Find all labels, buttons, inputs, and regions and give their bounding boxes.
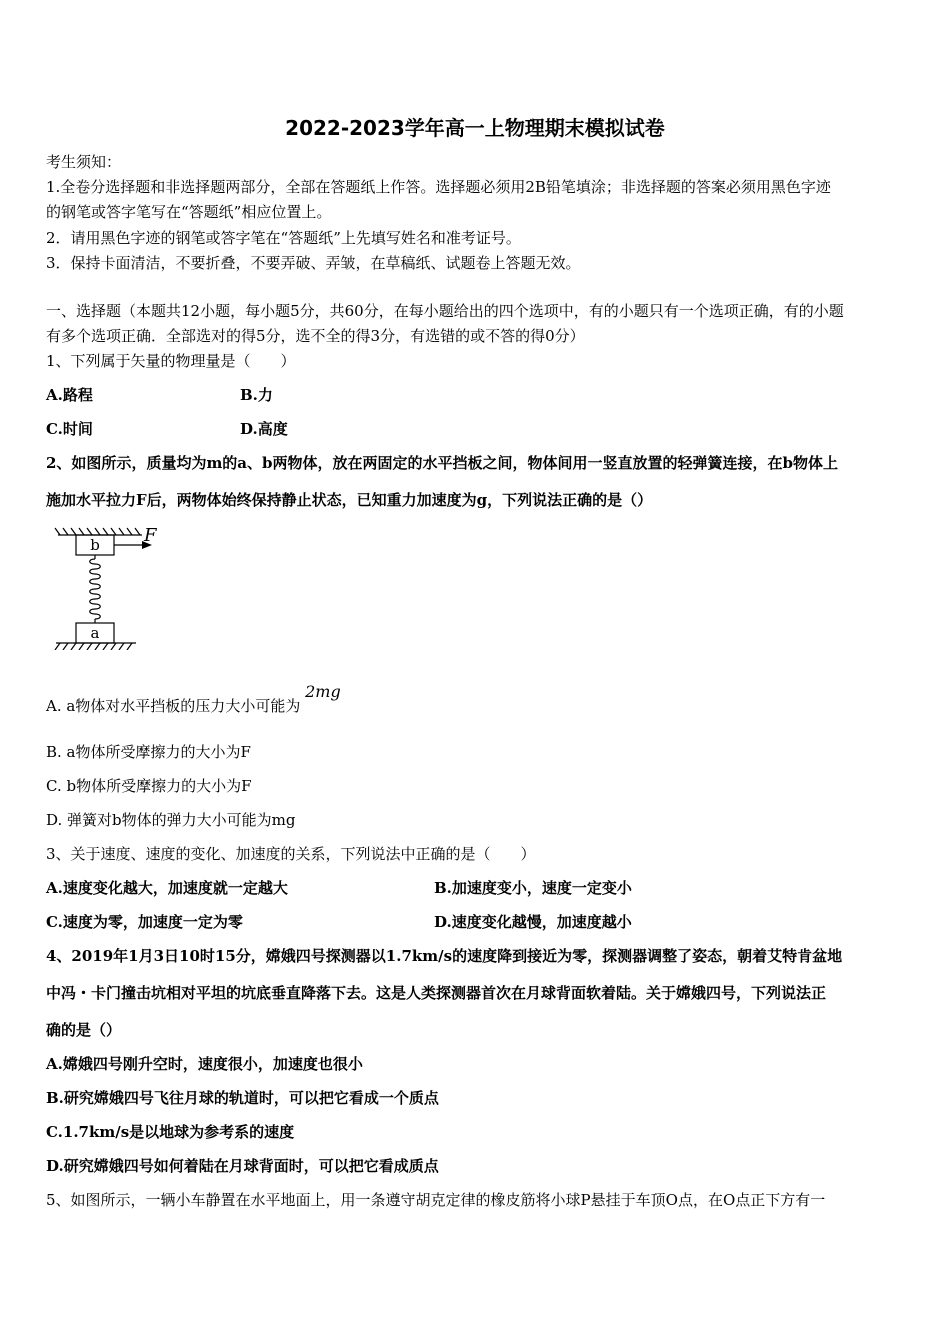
- notice-item: 的钢笔或答字笔写在“答题纸”相应位置上。: [46, 203, 332, 221]
- block-a-label: a: [90, 624, 100, 642]
- notice-heading: 考生须知：: [46, 153, 122, 171]
- q3-option-d[interactable]: D.速度变化越慢，加速度越小: [434, 913, 632, 931]
- question-2-stem: 施加水平拉力F后，两物体始终保持静止状态，已知重力加速度为g，下列说法正确的是（）: [46, 491, 653, 509]
- q2-option-c[interactable]: C. b物体所受摩擦力的大小为F: [46, 777, 252, 795]
- question-4-stem: 确的是（）: [46, 1021, 122, 1039]
- q4-option-c[interactable]: C.1.7km/s是以地球为参考系的速度: [46, 1123, 295, 1141]
- q1-option-d[interactable]: D.高度: [240, 420, 288, 438]
- spring-blocks-figure: [50, 525, 170, 650]
- question-1-stem: 1、下列属于矢量的物理量是（ ）: [46, 352, 296, 370]
- question-3-stem: 3、关于速度、速度的变化、加速度的关系，下列说法中正确的是（ ）: [46, 845, 536, 863]
- q2-option-a-text: A. a物体对水平挡板的压力大小可能为: [46, 697, 301, 715]
- q4-option-b[interactable]: B.研究嫦娥四号飞往月球的轨道时，可以把它看成一个质点: [46, 1089, 439, 1107]
- q1-option-b[interactable]: B.力: [240, 386, 273, 404]
- question-4-stem: 中冯・卡门撞击坑相对平坦的坑底垂直降落下去。这是人类探测器首次在月球背面软着陆。关于嫦娥四号，下列说法正: [46, 984, 827, 1002]
- page-title: 2022-2023学年高一上物理期末模拟试卷: [285, 116, 665, 140]
- question-5-stem: 5、如图所示，一辆小车静置在水平地面上，用一条遵守胡克定律的橡皮筋将小球P悬挂于车顶O点，在O点正下方有一: [46, 1191, 826, 1209]
- section-instructions: 有多个选项正确．全部选对的得5分，选不全的得3分，有选错的或不答的得0分）: [46, 327, 585, 345]
- notice-item: 2．请用黑色字迹的钢笔或答字笔在“答题纸”上先填写姓名和准考证号。: [46, 229, 521, 247]
- q3-option-c[interactable]: C.速度为零，加速度一定为零: [46, 913, 243, 931]
- q1-option-a[interactable]: A.路程: [46, 386, 93, 404]
- force-label: F: [144, 525, 157, 546]
- q2-option-d[interactable]: D. 弹簧对b物体的弹力大小可能为mg: [46, 811, 296, 829]
- q2-option-a[interactable]: [46, 682, 906, 716]
- q3-option-a[interactable]: A.速度变化越大，加速度就一定越大: [46, 879, 288, 897]
- q4-option-d[interactable]: D.研究嫦娥四号如何着陆在月球背面时，可以把它看成质点: [46, 1157, 439, 1175]
- section-instructions: 一、选择题（本题共12小题，每小题5分，共60分，在每小题给出的四个选项中，有的小题只有一个选项正确，有的小题: [46, 302, 844, 320]
- question-4-stem: 4、2019年1月3日10时15分，嫦娥四号探测器以1.7km/s的速度降到接近为零，探测器调整了姿态，朝着艾特肯盆地: [46, 947, 843, 965]
- notice-item: 1.全卷分选择题和非选择题两部分，全部在答题纸上作答。选择题必须用2B铅笔填涂；非选择题的答案必须用黑色字迹: [46, 178, 831, 196]
- question-2-stem: 2、如图所示，质量均为m的a、b两物体，放在两固定的水平挡板之间，物体间用一竖直放置的轻弹簧连接，在b物体上: [46, 454, 839, 472]
- q1-option-c[interactable]: C.时间: [46, 420, 93, 438]
- notice-item: 3．保持卡面清洁，不要折叠，不要弄破、弄皱，在草稿纸、试题卷上答题无效。: [46, 254, 581, 272]
- q2-option-b[interactable]: B. a物体所受摩擦力的大小为F: [46, 743, 251, 761]
- q4-option-a[interactable]: A.嫦娥四号刚升空时，速度很小，加速度也很小: [46, 1055, 363, 1073]
- block-b-label: b: [90, 536, 100, 554]
- q2-option-a-formula: 2mg: [305, 682, 341, 701]
- q3-option-b[interactable]: B.加速度变小，速度一定变小: [434, 879, 632, 897]
